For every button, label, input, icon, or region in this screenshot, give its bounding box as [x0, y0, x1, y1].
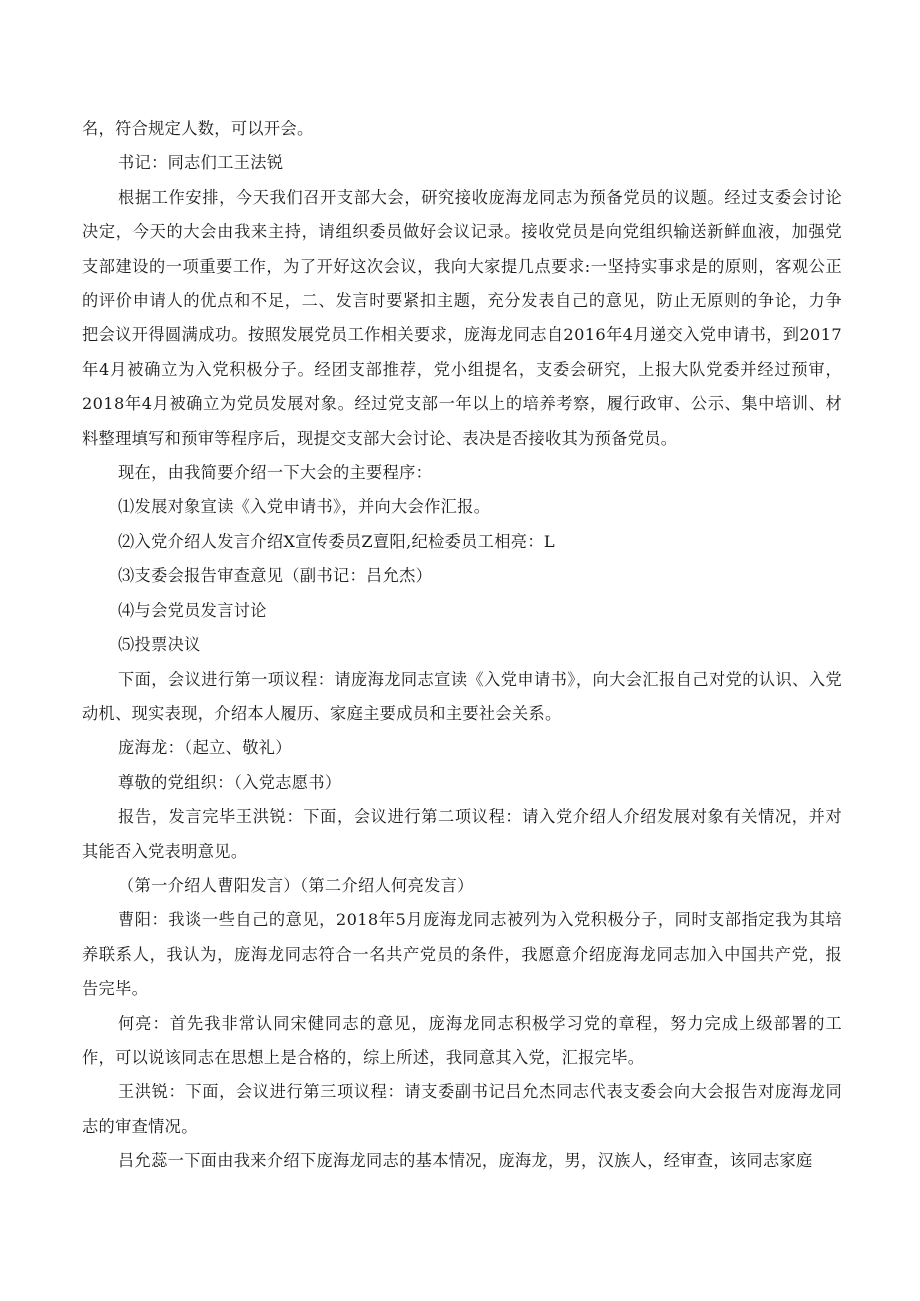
procedure-item-3: ⑶支委会报告审查意见（副书记：吕允杰）: [118, 566, 433, 586]
paragraph-heliang-speech: 何亮：首先我非常认同宋健同志的意见，庞海龙同志积极学习党的章程，努力完成上级部署的工作，可以说该同志在思想上是合格的，综上所述，我同意其入党，汇报完毕。: [82, 1013, 842, 1067]
paragraph-caoyang-speech: 曹阳：我谈一些自己的意见，2018年5月庞海龙同志被列为入党积极分子，同时支部指定我为其培养联系人，我认为，庞海龙同志符合一名共产党员的条件，我愿意介绍庞海龙同志加入中国共产党，报告完毕。: [82, 910, 842, 999]
procedure-item-2: ⑵入党介绍人发言介绍X宣传委员Z亶阳,纪检委员工相亮：L: [118, 531, 555, 551]
paragraph-agenda-3: 王洪锐：下面，会议进行第三项议程：请支委副书记吕允杰同志代表支委会向大会报告对庞海龙同志的审查情况。: [82, 1082, 842, 1136]
paragraph-meeting-purpose: 根据工作安排，今天我们召开支部大会，研究接收庞海龙同志为预备党员的议题。经过支委会讨论决定，今天的大会由我来主持，请组织委员做好会议记录。接收党员是向党组织输送新鲜血液，加强党支部建设的一项重要工作，为了开好这次会议，我向大家提几点要求:一坚持实事求是的原则，客观公正的评价申请人的优点和不足，二、发言时要紧扣主题，充分发表自己的意见，防止无原则的争论，力争把会议开得圆满成功。按照发展党员工作相关要求，庞海龙同志自2016年4月递交入党申请书，到2017年4月被确立为入党积极分子。经团支部推荐，党小组提名，支委会研究，上报大队党委并经过预审，2018年4月被确立为党员发展对象。经过党支部一年以上的培养考察，履行政审、公示、集中培训、材料整理填写和预审等程序后，现提交支部大会讨论、表决是否接收其为预备党员。: [82, 187, 842, 448]
paragraph-introducers: （第一介绍人曹阳发言）（第二介绍人何亮发言）: [118, 875, 474, 895]
procedure-item-1: ⑴发展对象宣读《入党申请书》，并向大会作汇报。: [118, 497, 491, 517]
paragraph-review-report: 吕允蕊一下面由我来介绍下庞海龙同志的基本情况，庞海龙，男，汉族人，经审查，该同志家庭: [118, 1151, 813, 1171]
paragraph-quorum: 名，符合规定人数，可以开会。: [82, 119, 314, 138]
paragraph-procedure-intro: 现在，由我简要介绍一下大会的主要程序：: [118, 463, 433, 483]
paragraph-application-letter: 尊敬的党组织：（入党志愿书）: [118, 772, 342, 792]
document-body: [82, 112, 842, 1179]
paragraph-secretary-opening: 书记：同志们工王法锐: [118, 153, 284, 173]
procedure-item-5: ⑸投票决议: [118, 635, 201, 655]
paragraph-agenda-1: 下面，会议进行第一项议程：请庞海龙同志宣读《入党申请书》，向大会汇报自己对党的认识、入党动机、现实表现，介绍本人履历、家庭主要成员和主要社会关系。: [82, 669, 842, 723]
procedure-item-4: ⑷与会党员发言讨论: [118, 600, 267, 620]
paragraph-agenda-2: 报告，发言完毕王洪锐：下面，会议进行第二项议程：请入党介绍人介绍发展对象有关情况，并对其能否入党表明意见。: [82, 807, 842, 861]
paragraph-candidate-stand: 庞海龙：（起立、敬礼）: [118, 738, 292, 758]
